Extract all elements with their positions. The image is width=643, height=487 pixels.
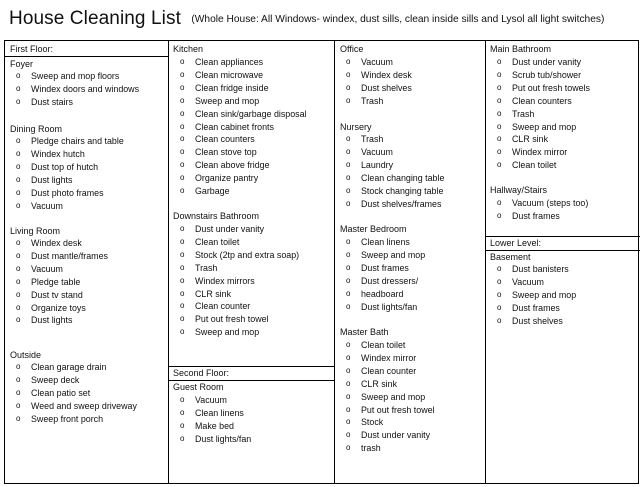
checklist-item: [5, 187, 124, 200]
bullet-icon: o: [180, 236, 185, 246]
room-title-office: Office: [340, 44, 364, 54]
checklist-item-text: Dust photo frames: [31, 187, 104, 198]
checklist-item-text: Dust banisters: [512, 264, 569, 274]
cleaning-table: [4, 40, 639, 484]
checklist-item-text: Dust frames: [361, 262, 409, 273]
checklist-item: [169, 56, 307, 69]
checklist-item: [486, 289, 576, 302]
checklist-item-text: Sweep and mop: [361, 391, 426, 402]
checklist-item: [335, 378, 435, 391]
checklist-item: [335, 301, 425, 314]
checklist-item: [335, 365, 435, 378]
checklist-item: [5, 361, 137, 374]
checklist-item-text: Clean patio set: [31, 387, 91, 398]
checklist-item-text: Trash: [512, 108, 535, 119]
bullet-icon: o: [180, 262, 185, 272]
checklist-item-text: Sweep and mop floors: [31, 71, 120, 81]
bullet-icon: o: [16, 71, 21, 80]
bullet-icon: o: [180, 275, 185, 285]
row-divider: [5, 56, 168, 57]
bullet-icon: o: [16, 83, 21, 93]
bullet-icon: o: [16, 302, 21, 312]
checklist-item: [5, 83, 139, 96]
bullet-icon: o: [16, 250, 21, 260]
checklist-item-text: Clean sink/garbage disposal: [195, 108, 307, 119]
bullet-icon: o: [180, 147, 185, 157]
checklist-item: [169, 121, 307, 134]
checklist-item-text: Sweep and mop: [512, 121, 577, 132]
checklist-item-text: Put out fresh towel: [195, 314, 269, 325]
bullet-icon: o: [16, 289, 21, 299]
checklist-item: [169, 159, 307, 172]
checklist-item: [486, 121, 590, 134]
bullet-icon: o: [180, 407, 185, 417]
bullet-icon: o: [497, 147, 502, 157]
checklist-item-text: Dust lights/fan: [195, 433, 252, 444]
bullet-icon: o: [346, 185, 351, 195]
checklist-item-text: Clean toilet: [195, 236, 240, 247]
main-bath-list: [486, 56, 590, 172]
bullet-icon: o: [16, 276, 21, 286]
bullet-icon: o: [180, 160, 185, 170]
bullet-icon: o: [346, 391, 351, 401]
checklist-item: [486, 108, 590, 121]
checklist-item: [335, 249, 425, 262]
checklist-item: [335, 391, 435, 404]
checklist-item-text: Laundry: [361, 159, 394, 170]
checklist-item: [5, 387, 137, 400]
bullet-icon: o: [497, 289, 502, 299]
checklist-item: [169, 420, 251, 433]
bullet-icon: o: [497, 57, 502, 66]
page-subtitle: (Whole House: All Windows- windex, dust sills, clean inside sills and Lysol all light switches): [191, 14, 605, 25]
bullet-icon: o: [346, 443, 351, 453]
checklist-item-text: Stock: [361, 417, 384, 428]
checklist-item-text: Dust lights: [31, 174, 73, 185]
checklist-item-text: Windex desk: [31, 238, 82, 248]
checklist-item-text: Clean microwave: [195, 69, 264, 80]
checklist-item-text: Clean cabinet fronts: [195, 121, 274, 132]
bullet-icon: o: [346, 430, 351, 440]
checklist-item-text: Sweep and mop: [512, 289, 577, 300]
kitchen-list: [169, 56, 307, 198]
checklist-item: [486, 69, 590, 82]
checklist-item: [5, 148, 124, 161]
bullet-icon: o: [497, 95, 502, 105]
checklist-item-text: CLR sink: [512, 134, 549, 145]
bullet-icon: o: [346, 378, 351, 388]
checklist-item: [169, 223, 299, 236]
checklist-item-text: Garbage: [195, 186, 230, 197]
checklist-item: [486, 159, 590, 172]
bullet-icon: o: [16, 148, 21, 158]
living-list: [5, 237, 108, 327]
bullet-icon: o: [497, 121, 502, 131]
checklist-item-text: Clean garage drain: [31, 362, 107, 372]
checklist-item: [335, 56, 412, 69]
master-bath-list: [335, 339, 435, 455]
checklist-item-text: Clean stove top: [195, 147, 257, 158]
checklist-item: [169, 172, 307, 185]
checklist-item-text: Sweep and mop: [361, 249, 426, 260]
checklist-item-text: CLR sink: [195, 288, 232, 299]
checklist-item-text: Put out fresh towel: [361, 404, 435, 415]
room-title-hallway: Hallway/Stairs: [490, 185, 548, 195]
checklist-item-text: Clean changing table: [361, 172, 445, 183]
checklist-item-text: Sweep and mop: [195, 95, 260, 106]
checklist-item: [486, 210, 588, 223]
bullet-icon: o: [497, 108, 502, 118]
bullet-icon: o: [180, 314, 185, 324]
page-header: [9, 8, 604, 34]
checklist-item: [486, 302, 576, 315]
checklist-item-text: Trash: [361, 134, 384, 144]
bullet-icon: o: [497, 210, 502, 220]
bullet-icon: o: [16, 161, 21, 171]
foyer-list: [5, 70, 139, 109]
bullet-icon: o: [346, 82, 351, 92]
bullet-icon: o: [16, 187, 21, 197]
checklist-item: [169, 108, 307, 121]
bullet-icon: o: [346, 172, 351, 182]
checklist-item: [169, 146, 307, 159]
bullet-icon: o: [16, 96, 21, 106]
checklist-item-text: Windex doors and windows: [31, 83, 140, 94]
checklist-item-text: Clean appliances: [195, 57, 264, 67]
checklist-item-text: Scrub tub/shower: [512, 69, 582, 80]
checklist-item: [335, 339, 435, 352]
checklist-item: [169, 236, 299, 249]
checklist-item: [486, 56, 590, 69]
bullet-icon: o: [16, 387, 21, 397]
checklist-item: [486, 197, 588, 210]
checklist-item: [169, 185, 307, 198]
page-title: House Cleaning List: [9, 8, 181, 29]
bullet-icon: o: [346, 365, 351, 375]
checklist-item-text: Clean linens: [361, 237, 410, 247]
checklist-item-text: Dust under vanity: [361, 430, 431, 441]
checklist-item-text: Dust top of hutch: [31, 161, 99, 172]
checklist-item-text: Dust frames: [512, 210, 560, 221]
bullet-icon: o: [497, 315, 502, 325]
bullet-icon: o: [497, 134, 502, 144]
checklist-item-text: Stock changing table: [361, 185, 444, 196]
bullet-icon: o: [180, 420, 185, 430]
checklist-item: [5, 314, 108, 327]
checklist-item-text: Organize pantry: [195, 173, 259, 184]
dining-list: [5, 135, 124, 212]
checklist-item-text: Dust frames: [512, 302, 560, 313]
checklist-item: [486, 315, 576, 328]
master-bed-list: [335, 236, 425, 313]
checklist-item-text: Pledge chairs and table: [31, 136, 124, 146]
bullet-icon: o: [497, 264, 502, 273]
bullet-icon: o: [346, 262, 351, 272]
checklist-item-text: Sweep and mop: [195, 327, 260, 338]
bullet-icon: o: [16, 413, 21, 423]
bullet-icon: o: [180, 395, 185, 404]
checklist-item: [5, 400, 137, 413]
checklist-item: [335, 429, 435, 442]
checklist-item-text: Dust tv stand: [31, 289, 83, 300]
checklist-item-text: Clean counter: [195, 301, 251, 312]
checklist-item: [335, 146, 444, 159]
checklist-item: [169, 262, 299, 275]
checklist-item-text: Windex desk: [361, 69, 412, 80]
checklist-item: [335, 133, 444, 146]
room-title-main-bath: Main Bathroom: [490, 44, 552, 54]
checklist-item: [335, 198, 444, 211]
checklist-item-text: Clean counters: [512, 95, 572, 106]
checklist-item-text: Vacuum: [361, 57, 393, 67]
basement-list: [486, 263, 576, 328]
checklist-item: [486, 95, 590, 108]
checklist-item: [335, 69, 412, 82]
checklist-item: [5, 135, 124, 148]
downstairs-bath-list: [169, 223, 299, 339]
checklist-item: [169, 326, 299, 339]
checklist-item: [335, 275, 425, 288]
checklist-item: [486, 276, 576, 289]
checklist-item-text: Clean counter: [361, 365, 417, 376]
checklist-item-text: Dust shelves: [361, 82, 412, 93]
checklist-item: [5, 174, 124, 187]
checklist-item-text: Dust stairs: [31, 96, 73, 107]
checklist-item-text: Clean above fridge: [195, 160, 270, 171]
checklist-item: [335, 159, 444, 172]
checklist-item: [5, 289, 108, 302]
checklist-item: [335, 185, 444, 198]
bullet-icon: o: [180, 301, 185, 311]
office-list: [335, 56, 412, 108]
bullet-icon: o: [16, 136, 21, 145]
checklist-item-text: Windex mirror: [361, 352, 417, 363]
checklist-item: [335, 262, 425, 275]
bullet-icon: o: [346, 57, 351, 66]
bullet-icon: o: [180, 82, 185, 92]
bullet-icon: o: [16, 374, 21, 384]
bullet-icon: o: [346, 95, 351, 105]
room-title-master-bath: Master Bath: [340, 327, 389, 337]
bullet-icon: o: [16, 238, 21, 247]
checklist-item-text: Vacuum: [361, 146, 393, 157]
guest-list: [169, 394, 251, 446]
checklist-item: [169, 300, 299, 313]
checklist-item: [169, 407, 251, 420]
checklist-item: [335, 442, 435, 455]
checklist-item-text: Vacuum: [31, 263, 63, 274]
room-title-living: Living Room: [10, 226, 61, 236]
bullet-icon: o: [16, 315, 21, 325]
bullet-icon: o: [180, 57, 185, 66]
checklist-item: [169, 313, 299, 326]
checklist-item: [169, 275, 299, 288]
bullet-icon: o: [497, 302, 502, 312]
checklist-item-text: trash: [361, 443, 381, 454]
bullet-icon: o: [16, 362, 21, 371]
checklist-item: [335, 95, 412, 108]
checklist-item: [5, 374, 137, 387]
checklist-item-text: Clean linens: [195, 407, 244, 418]
checklist-item: [5, 263, 108, 276]
checklist-item: [5, 161, 124, 174]
bullet-icon: o: [346, 288, 351, 298]
checklist-item-text: Weed and sweep driveway: [31, 400, 137, 411]
checklist-item: [5, 413, 137, 426]
checklist-item: [5, 302, 108, 315]
bullet-icon: o: [180, 173, 185, 183]
room-title-master-bed: Master Bedroom: [340, 224, 407, 234]
first-floor-label: First Floor:: [10, 44, 54, 54]
checklist-item: [335, 404, 435, 417]
checklist-item-text: Vacuum: [195, 395, 227, 405]
checklist-item: [335, 416, 435, 429]
lower-level-label: Lower Level:: [490, 238, 542, 248]
checklist-item-text: Dust mantle/frames: [31, 250, 108, 261]
bullet-icon: o: [16, 200, 21, 210]
bullet-icon: o: [346, 352, 351, 362]
bullet-icon: o: [180, 288, 185, 298]
bullet-icon: o: [346, 249, 351, 259]
bullet-icon: o: [180, 327, 185, 337]
checklist-item: [169, 133, 307, 146]
checklist-item: [486, 263, 576, 276]
checklist-item-text: Clean counters: [195, 134, 255, 145]
hallway-list: [486, 197, 588, 223]
checklist-item-text: Trash: [361, 95, 384, 106]
checklist-item: [335, 288, 425, 301]
checklist-item-text: Dust shelves: [512, 315, 563, 326]
room-title-guest: Guest Room: [173, 382, 224, 392]
checklist-item-text: Windex mirror: [512, 147, 568, 158]
checklist-item-text: Dust under vanity: [512, 57, 582, 67]
bullet-icon: o: [180, 224, 185, 233]
bullet-icon: o: [180, 95, 185, 105]
checklist-item: [5, 276, 108, 289]
bullet-icon: o: [346, 340, 351, 349]
bullet-icon: o: [180, 433, 185, 443]
bullet-icon: o: [180, 69, 185, 79]
bullet-icon: o: [346, 404, 351, 414]
bullet-icon: o: [497, 82, 502, 92]
bullet-icon: o: [346, 69, 351, 79]
nursery-list: [335, 133, 444, 210]
checklist-item-text: headboard: [361, 288, 404, 299]
checklist-item-text: Vacuum: [512, 276, 544, 287]
bullet-icon: o: [180, 186, 185, 196]
bullet-icon: o: [346, 134, 351, 143]
checklist-item: [169, 249, 299, 262]
outside-list: [5, 361, 137, 426]
checklist-item-text: Clean fridge inside: [195, 82, 269, 93]
checklist-item-text: Dust dressers/: [361, 275, 419, 286]
checklist-item-text: Put out fresh towels: [512, 82, 590, 93]
checklist-item: [486, 82, 590, 95]
checklist-item-text: Dust lights/fan: [361, 301, 418, 312]
checklist-item-text: Dust shelves/frames: [361, 198, 442, 209]
bullet-icon: o: [346, 159, 351, 169]
bullet-icon: o: [16, 400, 21, 410]
room-title-outside: Outside: [10, 350, 42, 360]
checklist-item: [335, 82, 412, 95]
checklist-item: [169, 69, 307, 82]
checklist-item-text: Windex mirrors: [195, 275, 255, 286]
room-title-downstairs-bath: Downstairs Bathroom: [173, 211, 260, 221]
checklist-item-text: Vacuum: [31, 200, 63, 211]
checklist-item-text: CLR sink: [361, 378, 398, 389]
bullet-icon: o: [16, 174, 21, 184]
room-title-dining: Dining Room: [10, 124, 63, 134]
bullet-icon: o: [16, 263, 21, 273]
bullet-icon: o: [346, 146, 351, 156]
checklist-item-text: Make bed: [195, 420, 234, 431]
bullet-icon: o: [497, 160, 502, 170]
checklist-item: [5, 70, 139, 83]
bullet-icon: o: [180, 108, 185, 118]
checklist-item-text: Pledge table: [31, 276, 81, 287]
checklist-item: [335, 236, 425, 249]
checklist-item-text: Clean toilet: [512, 160, 557, 171]
checklist-item-text: Vacuum (steps too): [512, 198, 589, 208]
room-title-basement: Basement: [490, 252, 531, 262]
checklist-item-text: Trash: [195, 262, 218, 273]
room-title-kitchen: Kitchen: [173, 44, 204, 54]
bullet-icon: o: [497, 276, 502, 286]
bullet-icon: o: [497, 198, 502, 207]
checklist-item-text: Clean toilet: [361, 340, 406, 350]
bullet-icon: o: [346, 275, 351, 285]
room-title-foyer: Foyer: [10, 59, 34, 69]
checklist-item-text: Dust under vanity: [195, 224, 265, 234]
checklist-item: [5, 200, 124, 213]
checklist-item-text: Windex hutch: [31, 148, 85, 159]
checklist-item: [486, 146, 590, 159]
checklist-item: [335, 172, 444, 185]
bullet-icon: o: [346, 417, 351, 427]
bullet-icon: o: [180, 134, 185, 144]
bullet-icon: o: [346, 301, 351, 311]
bullet-icon: o: [346, 237, 351, 246]
checklist-item: [5, 96, 139, 109]
second-floor-label: Second Floor:: [173, 368, 230, 378]
bullet-icon: o: [180, 121, 185, 131]
checklist-item: [169, 82, 307, 95]
bullet-icon: o: [346, 198, 351, 208]
checklist-item: [169, 433, 251, 446]
checklist-item: [335, 352, 435, 365]
checklist-item-text: Sweep front porch: [31, 413, 104, 424]
checklist-item-text: Stock (2tp and extra soap): [195, 249, 300, 260]
checklist-item: [169, 288, 299, 301]
checklist-item-text: Sweep deck: [31, 374, 80, 385]
checklist-item-text: Dust lights: [31, 315, 73, 326]
checklist-item: [169, 95, 307, 108]
checklist-item: [169, 394, 251, 407]
bullet-icon: o: [180, 249, 185, 259]
checklist-item: [5, 250, 108, 263]
bullet-icon: o: [497, 69, 502, 79]
room-title-nursery: Nursery: [340, 122, 372, 132]
checklist-item-text: Organize toys: [31, 302, 86, 313]
checklist-item: [5, 237, 108, 250]
checklist-item: [486, 133, 590, 146]
